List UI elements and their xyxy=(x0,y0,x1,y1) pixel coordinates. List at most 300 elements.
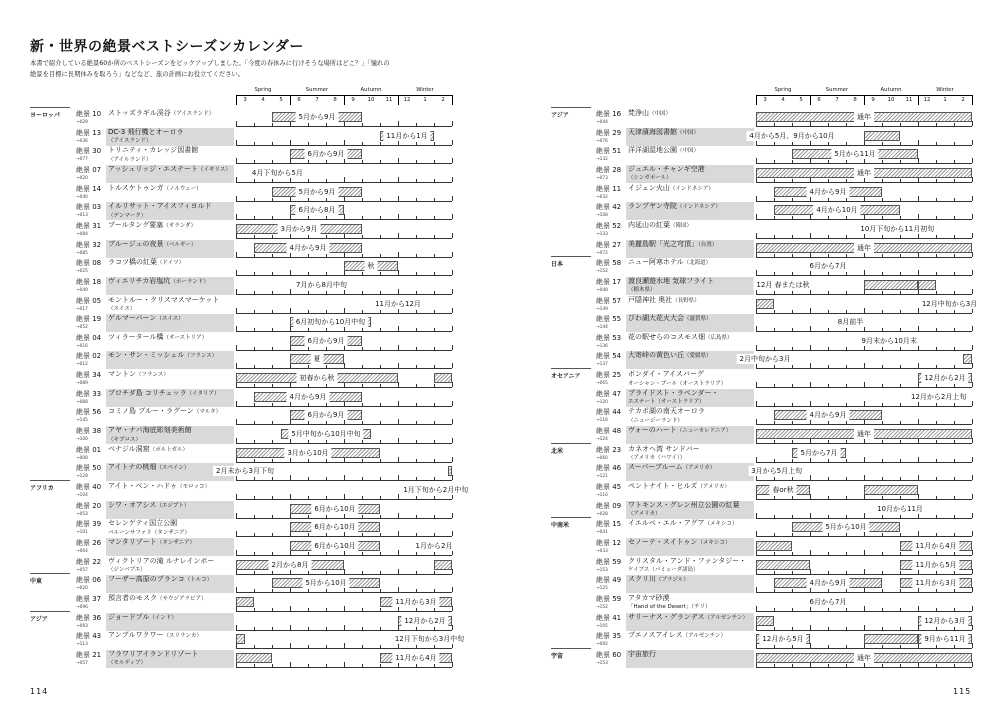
month-tick xyxy=(936,235,937,238)
month-tick xyxy=(828,589,829,592)
month-tick xyxy=(344,494,345,499)
period-label: 2月中旬から3月 xyxy=(737,354,794,364)
month-tick xyxy=(308,160,309,163)
month-tick xyxy=(308,571,309,574)
page-title: 新・世界の絶景ベストシーズンカレンダー xyxy=(30,39,304,55)
spot-name xyxy=(626,370,754,388)
month-tick xyxy=(290,643,291,648)
month-tick xyxy=(900,477,901,480)
spot-title: ブルージュの夜景 xyxy=(108,239,164,248)
month-tick xyxy=(774,627,775,630)
month-tick xyxy=(936,496,937,499)
spot-title: ベナジル洞窟 xyxy=(108,444,150,453)
month-tick xyxy=(236,363,237,368)
month-tick xyxy=(380,272,381,275)
month-tick xyxy=(380,310,381,313)
spot-title: サリーナス・グランデス xyxy=(628,612,705,621)
season-bar xyxy=(434,373,452,383)
page-ref: →132 xyxy=(596,157,608,163)
month-tick xyxy=(846,421,847,424)
period-label: 6月から9月 xyxy=(305,149,348,159)
month-tick xyxy=(900,515,901,518)
month-tick xyxy=(362,142,363,145)
calendar-row xyxy=(596,463,972,481)
month-tick xyxy=(362,198,363,201)
month-tick xyxy=(882,328,883,331)
spot-name xyxy=(626,165,754,183)
period-label: 通年 xyxy=(854,243,874,253)
month-tick xyxy=(326,216,327,219)
spot-subtitle: オーシャン・プール（オーストラリア） xyxy=(628,380,727,387)
month-tick xyxy=(416,515,417,518)
month-tick xyxy=(828,216,829,219)
spot-name xyxy=(626,277,754,295)
month-tick xyxy=(326,384,327,387)
month-tick xyxy=(972,531,973,536)
spot-name xyxy=(626,202,754,220)
month-tick xyxy=(810,382,811,387)
spot-country: （アメリカ） xyxy=(697,484,730,490)
calendar-row xyxy=(596,370,972,388)
spot-title: イエルベ・エル・アグア xyxy=(628,519,705,528)
month-tick xyxy=(828,179,829,182)
month-tick xyxy=(272,533,273,536)
spot-name xyxy=(106,389,234,407)
month-tick xyxy=(434,496,435,499)
month-tick xyxy=(416,403,417,406)
month-tick xyxy=(774,403,775,406)
spot-subtitle: （ニュージーランド） xyxy=(628,417,683,424)
region-label: 中東 xyxy=(30,578,43,586)
calendar-row xyxy=(596,277,972,295)
spot-name xyxy=(106,202,234,220)
month-tick xyxy=(918,494,919,499)
month-tick xyxy=(828,571,829,574)
month-tick xyxy=(290,308,291,313)
month-tick xyxy=(756,457,757,462)
spot-number: 絶景 19 xyxy=(76,315,102,324)
month-tick xyxy=(398,457,399,462)
month-tick xyxy=(972,401,973,406)
month-tick xyxy=(918,158,919,163)
period-label: 6月から8月 xyxy=(296,205,339,215)
period-label: 8月前半 xyxy=(835,317,866,327)
month-tick xyxy=(756,606,757,611)
spot-title: ランプヤン寺院 xyxy=(628,202,677,211)
month-tick xyxy=(272,477,273,480)
month-tick xyxy=(272,254,273,257)
page-ref: →041 xyxy=(596,530,608,536)
month-tick xyxy=(954,477,955,480)
month-tick xyxy=(398,214,399,219)
month-tick xyxy=(792,477,793,480)
page-ref: →144 xyxy=(596,325,608,331)
spot-number: 絶景 35 xyxy=(596,632,622,641)
month-tick xyxy=(380,179,381,182)
period-label: 12月から3月 xyxy=(921,616,968,626)
month-tick xyxy=(882,235,883,238)
spot-number: 絶景 21 xyxy=(76,650,102,659)
month-tick xyxy=(810,308,811,313)
spot-title: ワトキンス・グレン州立公園の紅葉 xyxy=(628,500,740,509)
month-tick xyxy=(846,272,847,275)
page-ref: →025 xyxy=(76,269,88,275)
month-tick xyxy=(326,496,327,499)
month-tick xyxy=(828,664,829,667)
spot-country: （スリランカ） xyxy=(163,633,202,640)
spot-number: 絶景 49 xyxy=(596,576,622,585)
month-label: 3 xyxy=(763,97,767,103)
month-tick xyxy=(254,664,255,667)
month-tick xyxy=(882,571,883,574)
season-divider xyxy=(290,95,291,105)
spot-country: （アルゼンチン） xyxy=(682,633,727,640)
month-tick xyxy=(936,123,937,126)
spot-country: （オーストリア） xyxy=(163,334,208,341)
month-tick xyxy=(272,198,273,201)
spot-title: 美麗島駅「光之穹頂」 xyxy=(628,239,698,248)
month-tick xyxy=(290,494,291,499)
spot-title: テカポ湖の南天オーロラ xyxy=(628,407,705,416)
season-bar xyxy=(236,653,272,663)
month-tick xyxy=(882,440,883,443)
spot-country: （タンザニア） xyxy=(156,539,196,546)
spot-title: クリスタル・アンド・ファンタジー・ xyxy=(628,556,747,565)
page-ref: →096 xyxy=(76,604,88,610)
season-bar xyxy=(756,299,774,309)
month-tick xyxy=(792,216,793,219)
region-label: アフリカ xyxy=(30,485,54,492)
month-tick xyxy=(846,552,847,555)
month-tick xyxy=(774,440,775,443)
spot-title: 洋洋湖湿地公園 xyxy=(628,146,677,155)
spot-country: （ノルウェー） xyxy=(163,185,202,192)
month-tick xyxy=(236,214,237,219)
region-divider xyxy=(551,648,591,649)
month-tick xyxy=(452,308,453,313)
month-tick xyxy=(398,419,399,424)
spot-name xyxy=(106,575,234,593)
month-tick xyxy=(828,627,829,630)
spot-number: 絶景 04 xyxy=(76,333,102,342)
month-tick xyxy=(434,608,435,611)
month-tick xyxy=(882,142,883,145)
month-tick xyxy=(326,291,327,294)
month-label: 7 xyxy=(835,97,839,103)
month-tick xyxy=(416,459,417,462)
month-tick xyxy=(972,140,973,145)
spot-country: （ニューカレドニア） xyxy=(676,428,732,435)
month-tick xyxy=(936,533,937,536)
month-tick xyxy=(416,440,417,443)
month-tick xyxy=(452,569,453,574)
month-tick xyxy=(326,123,327,126)
month-tick xyxy=(792,496,793,499)
month-tick xyxy=(326,645,327,648)
month-tick xyxy=(792,515,793,518)
month-tick xyxy=(236,587,237,592)
month-tick xyxy=(326,440,327,443)
month-tick xyxy=(972,363,973,368)
period-label: 4月から9月 xyxy=(287,243,330,253)
month-tick xyxy=(254,627,255,630)
spot-country: （広島県） xyxy=(705,334,733,341)
spot-name xyxy=(626,482,754,500)
month-tick xyxy=(882,254,883,257)
month-tick xyxy=(936,179,937,182)
month-tick xyxy=(828,142,829,145)
month-tick xyxy=(362,291,363,294)
spot-number: 絶景 20 xyxy=(76,501,102,510)
spot-title: セノーテ・スイトゥン xyxy=(628,537,698,546)
month-tick xyxy=(792,571,793,574)
month-tick xyxy=(900,589,901,592)
month-tick xyxy=(308,142,309,145)
spot-title: びわ湖大花火大会 xyxy=(628,314,684,323)
spot-number: 絶景 27 xyxy=(596,240,622,249)
period-label: 2月末から3月下旬 xyxy=(213,466,277,476)
month-tick xyxy=(308,365,309,368)
season-bar xyxy=(864,280,918,290)
region-divider xyxy=(551,368,591,369)
month-tick xyxy=(398,326,399,331)
page-ref: →124 xyxy=(596,437,608,443)
month-tick xyxy=(380,589,381,592)
month-tick xyxy=(828,235,829,238)
spot-title: プロチダ島 コリチェッラ xyxy=(108,388,187,397)
month-tick xyxy=(792,608,793,611)
month-tick xyxy=(308,533,309,536)
month-tick xyxy=(308,235,309,238)
period-label: 3月から10月 xyxy=(284,448,331,458)
period-label: 12月から5月 xyxy=(759,634,806,644)
month-label: 9 xyxy=(871,97,875,103)
month-tick xyxy=(900,459,901,462)
month-tick xyxy=(954,216,955,219)
month-axis xyxy=(756,667,972,668)
period-label: 通年 xyxy=(854,168,874,178)
month-tick xyxy=(272,589,273,592)
month-tick xyxy=(434,440,435,443)
spot-subtitle: （アイルランド） xyxy=(108,156,152,163)
month-tick xyxy=(308,179,309,182)
month-tick xyxy=(828,160,829,163)
spot-number: 絶景 32 xyxy=(76,240,102,249)
month-tick xyxy=(416,552,417,555)
month-tick xyxy=(936,142,937,145)
month-tick xyxy=(362,254,363,257)
month-label: 7 xyxy=(315,97,319,103)
month-tick xyxy=(380,142,381,145)
spot-name xyxy=(626,240,754,258)
calendar-row xyxy=(596,295,978,314)
spot-title: スクリ川 xyxy=(628,575,656,584)
month-tick xyxy=(810,513,811,518)
month-tick xyxy=(846,645,847,648)
month-tick xyxy=(290,289,291,294)
spot-title: 渡良瀬遊水地 気球フライト xyxy=(628,276,715,285)
spot-name xyxy=(626,557,754,575)
period-label: 12月中旬から3月 xyxy=(919,299,980,309)
calendar-row xyxy=(76,445,452,463)
season-bar xyxy=(864,634,918,644)
calendar-row xyxy=(76,389,452,407)
period-label: 12月から2月上旬 xyxy=(908,392,969,402)
month-tick xyxy=(972,196,973,201)
month-tick xyxy=(810,345,811,350)
month-tick xyxy=(434,328,435,331)
month-tick xyxy=(434,216,435,219)
month-tick xyxy=(434,552,435,555)
month-tick xyxy=(972,569,973,574)
month-tick xyxy=(828,328,829,331)
region-label: オセアニア xyxy=(551,373,581,381)
spot-title: ヴィエリチカ岩塩坑 xyxy=(108,276,171,285)
page-ref: →012 xyxy=(76,362,88,368)
month-tick xyxy=(272,645,273,648)
month-tick xyxy=(398,438,399,443)
month-tick xyxy=(416,272,417,275)
spot-subtitle: （スイス） xyxy=(108,306,136,312)
calendar-row xyxy=(596,389,972,407)
spot-title: トルスケトゥンガ xyxy=(108,183,164,192)
month-tick xyxy=(416,664,417,667)
spot-country: （中国） xyxy=(677,148,700,155)
month-tick xyxy=(846,235,847,238)
month-tick xyxy=(774,179,775,182)
month-tick xyxy=(398,382,399,387)
spot-number: 絶景 51 xyxy=(596,147,622,156)
spot-number: 絶景 29 xyxy=(596,128,622,137)
calendar-row xyxy=(596,594,972,612)
season-divider xyxy=(756,95,757,105)
month-tick xyxy=(900,627,901,630)
month-tick xyxy=(756,214,757,219)
month-tick xyxy=(756,587,757,592)
spot-number: 絶景 40 xyxy=(76,483,102,491)
month-tick xyxy=(290,606,291,611)
month-tick xyxy=(900,310,901,313)
month-tick xyxy=(900,142,901,145)
month-tick xyxy=(236,345,237,350)
calendar-row xyxy=(596,426,972,444)
spot-title: シワ・オアシス xyxy=(108,500,157,509)
spot-name xyxy=(106,426,234,444)
month-tick xyxy=(972,289,973,294)
month-tick xyxy=(380,384,381,387)
month-tick xyxy=(452,289,453,294)
spot-name xyxy=(106,109,234,127)
spot-title: トリニティ・カレッジ図書館 xyxy=(108,146,199,155)
spot-country: （北海道） xyxy=(683,260,712,267)
month-tick xyxy=(810,475,811,480)
page-ref: →120 xyxy=(596,399,608,405)
month-tick xyxy=(882,627,883,630)
month-tick xyxy=(272,328,273,331)
month-tick xyxy=(954,403,955,406)
month-tick xyxy=(416,645,417,648)
month-tick xyxy=(308,515,309,518)
season-bar xyxy=(236,634,245,644)
spot-country: （イギリス） xyxy=(197,166,231,173)
month-tick xyxy=(756,382,757,387)
calendar-row xyxy=(76,370,452,388)
calendar-row xyxy=(76,184,452,202)
month-tick xyxy=(774,608,775,611)
spot-country: （スペイン） xyxy=(156,465,190,472)
month-tick xyxy=(954,235,955,238)
period-label: 6月初旬から10月中旬 xyxy=(293,317,368,327)
month-tick xyxy=(810,494,811,499)
season-bar xyxy=(756,560,810,570)
calendar-row xyxy=(596,650,972,668)
spot-title: DC-3 飛行機とオーロラ xyxy=(108,127,184,136)
month-tick xyxy=(452,158,453,163)
month-tick xyxy=(918,531,919,536)
page-ref: →052 xyxy=(76,325,88,331)
month-tick xyxy=(846,216,847,219)
month-tick xyxy=(864,382,865,387)
spot-title: アイト・ベン・ハドゥ xyxy=(108,482,178,490)
month-tick xyxy=(434,403,435,406)
page-number-right: 115 xyxy=(953,687,972,696)
month-tick xyxy=(308,254,309,257)
month-tick xyxy=(882,664,883,667)
period-label: 11月から3月 xyxy=(392,597,439,607)
spot-title: ストッズラギル渓谷 xyxy=(108,109,171,117)
page-ref: →072 xyxy=(596,250,608,256)
month-tick xyxy=(452,233,453,238)
month-tick xyxy=(756,345,757,350)
region-divider xyxy=(30,573,70,574)
spot-number: 絶景 48 xyxy=(596,427,622,436)
month-tick xyxy=(774,235,775,238)
spot-number: 絶景 59 xyxy=(596,594,622,603)
month-tick xyxy=(774,142,775,145)
page-ref: →116 xyxy=(596,418,608,424)
month-tick xyxy=(936,291,937,294)
month-tick xyxy=(236,289,237,294)
spot-title: ニュー阿寒ホテル xyxy=(628,258,684,267)
spot-country: （滋賀県） xyxy=(684,316,712,323)
month-tick xyxy=(954,198,955,201)
spot-subtitle: （栃木県） xyxy=(628,287,656,294)
month-tick xyxy=(792,160,793,163)
month-tick xyxy=(828,272,829,275)
month-tick xyxy=(972,177,973,182)
month-tick xyxy=(882,160,883,163)
month-tick xyxy=(272,272,273,275)
spot-title: 梵浄山 xyxy=(628,109,649,117)
month-tick xyxy=(272,384,273,387)
spot-name xyxy=(106,501,234,519)
spot-number: 絶景 39 xyxy=(76,520,102,529)
month-tick xyxy=(864,270,865,275)
month-tick xyxy=(380,347,381,350)
period-label: 6月から7月 xyxy=(807,261,850,271)
month-header xyxy=(236,87,452,107)
period-label: 6月から7月 xyxy=(807,597,850,607)
month-tick xyxy=(918,214,919,219)
month-tick xyxy=(882,496,883,499)
period-label: 通年 xyxy=(854,429,874,439)
month-tick xyxy=(308,216,309,219)
month-tick xyxy=(900,533,901,536)
month-tick xyxy=(972,662,973,667)
spot-name xyxy=(626,333,754,351)
spot-name xyxy=(626,594,754,612)
month-tick xyxy=(236,494,237,499)
